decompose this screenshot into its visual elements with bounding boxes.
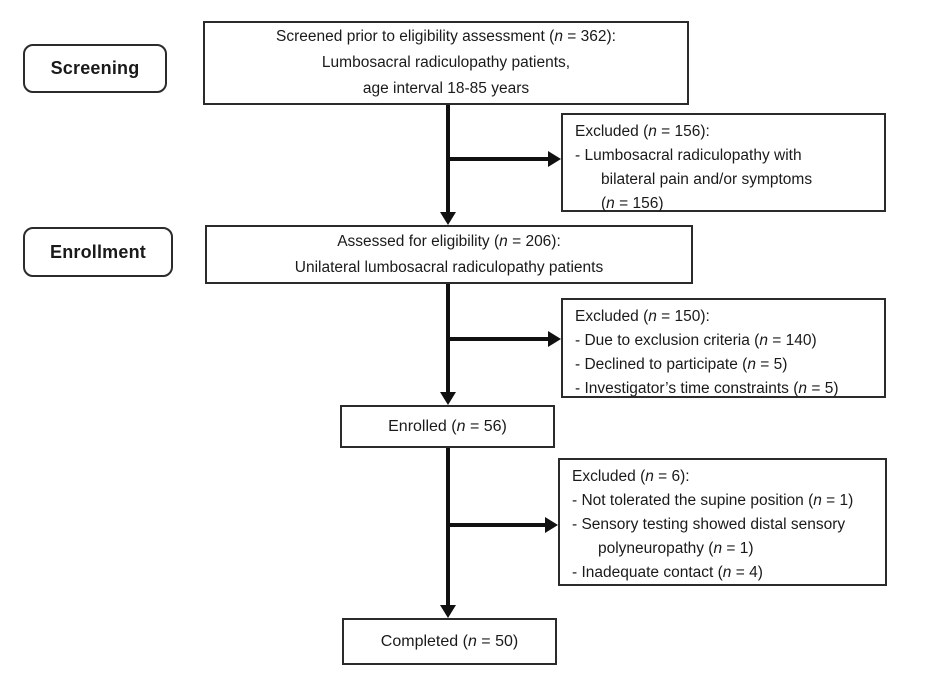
arrowhead-down-icon <box>440 605 456 618</box>
text-line: - Due to exclusion criteria (n = 140) <box>575 332 817 349</box>
flow-box-enrolled <box>340 405 555 448</box>
text-line: - Declined to participate (n = 5) <box>575 356 788 373</box>
text-line: - Inadequate contact (n = 4) <box>572 564 763 581</box>
text-line: Lumbosacral radiculopathy patients, <box>321 54 571 71</box>
text-line: Completed (n = 50) <box>380 632 519 650</box>
flow-box-completed <box>342 618 557 665</box>
text-line: Assessed for eligibility (n = 206): <box>337 232 561 250</box>
arrowhead-right-icon <box>548 151 561 167</box>
arrowhead-right-icon <box>548 331 561 347</box>
stage-label-enrollment <box>23 227 173 277</box>
branch-line-to-excluded-2 <box>448 337 548 341</box>
text-line: - Investigator’s time constraints (n = 5) <box>575 380 839 397</box>
text-line: - Lumbosacral radiculopathy with <box>575 147 802 164</box>
text-line: Unilateral lumbosacral radiculopathy patients <box>294 258 604 276</box>
branch-line-to-excluded-3 <box>448 523 545 527</box>
text-line: bilateral pain and/or symptoms <box>601 171 813 188</box>
arrowhead-right-icon <box>545 517 558 533</box>
text-line: Enrolled (n = 56) <box>388 417 507 435</box>
arrowhead-down-icon <box>440 392 456 405</box>
text-line: age interval 18-85 years <box>362 80 530 97</box>
text-line: (n = 156) <box>601 195 664 212</box>
text-line: - Sensory testing showed distal sensory <box>572 516 846 533</box>
text-line: Screened prior to eligibility assessment (n = 362): <box>276 28 616 45</box>
stage-label-screening <box>23 44 167 93</box>
text-line: Excluded (n = 156): <box>575 123 710 140</box>
text-line: - Not tolerated the supine position (n = 1) <box>572 492 854 509</box>
arrowhead-down-icon <box>440 212 456 225</box>
text-line: Excluded (n = 150): <box>575 308 710 325</box>
text-line: Excluded (n = 6): <box>572 468 690 485</box>
excluded-box-screening <box>561 113 886 212</box>
text-line: polyneuropathy (n = 1) <box>598 540 754 557</box>
flow-box-assessed <box>205 225 693 284</box>
excluded-box-enrolled <box>558 458 887 586</box>
branch-line-to-excluded-1 <box>448 157 548 161</box>
stage-label-enrollment-text: Enrollment <box>49 241 146 262</box>
flow-box-screened <box>203 21 689 105</box>
excluded-box-eligibility <box>561 298 886 398</box>
stage-label-screening-text: Screening <box>50 58 140 78</box>
